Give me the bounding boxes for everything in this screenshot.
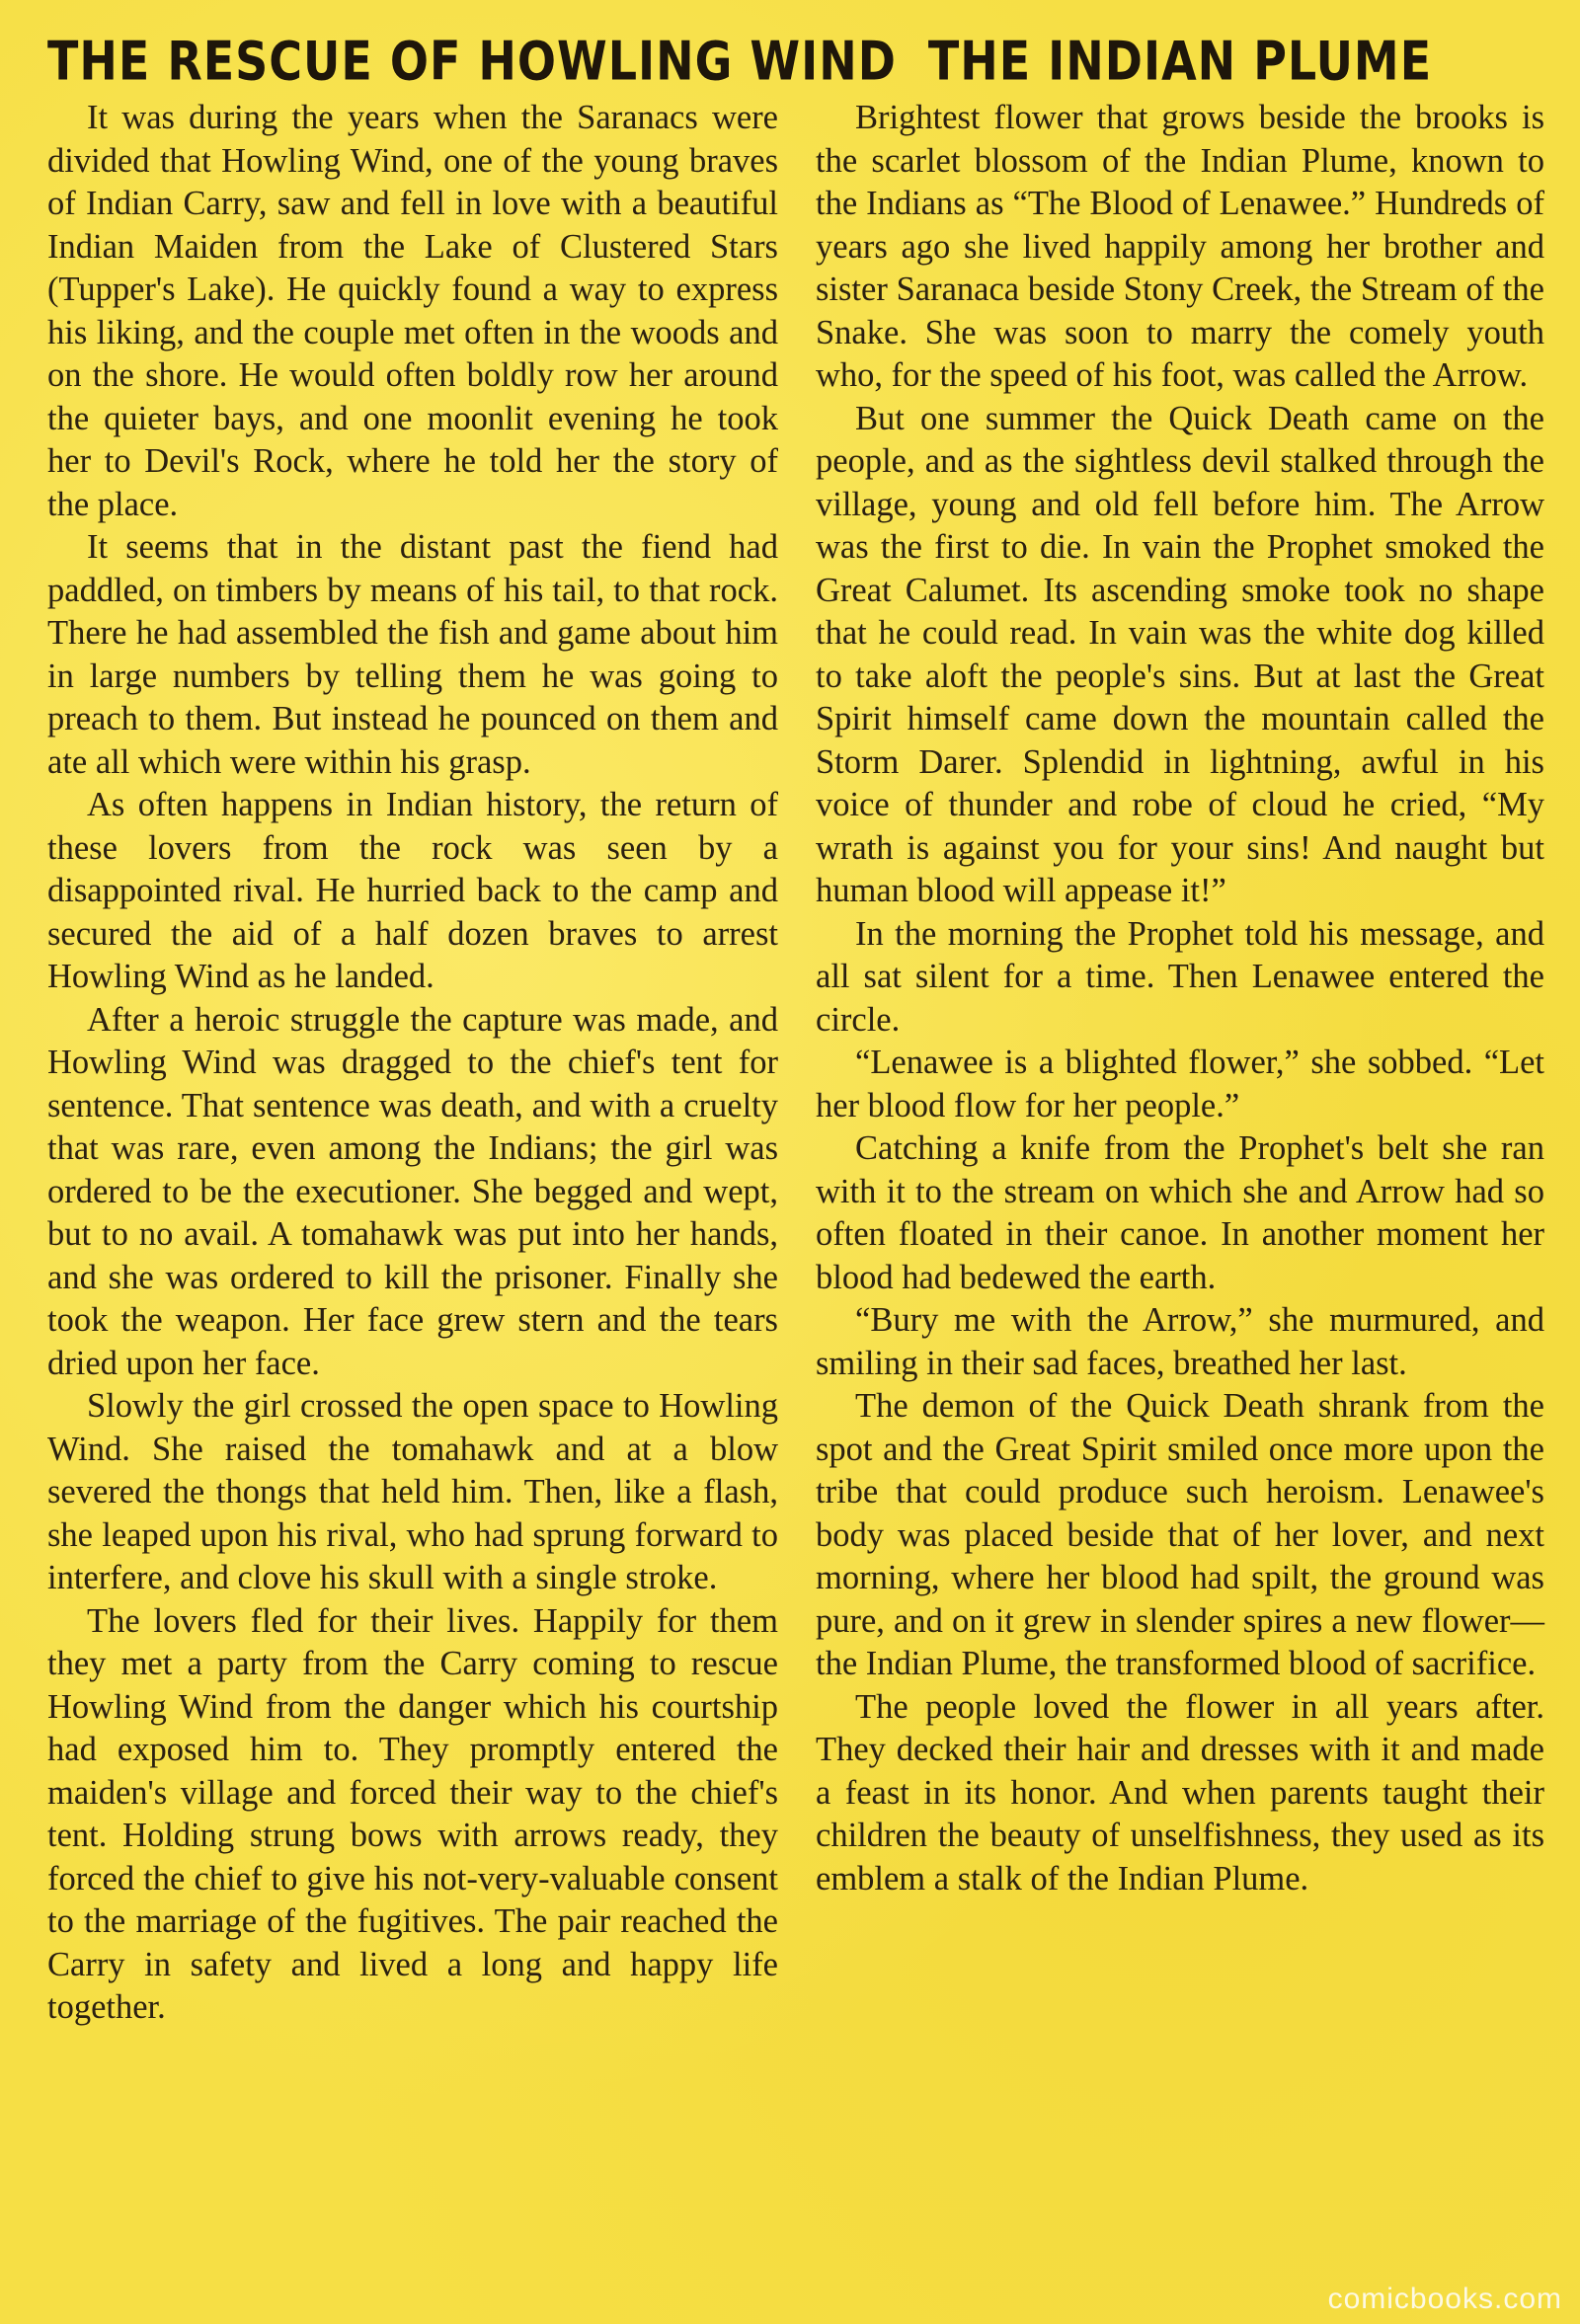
paragraph: Catching a knife from the Prophet's belt she ran with it to the stream on which she and Arrow had so often floated in their canoe. In another moment her blood had bedewed the earth. xyxy=(816,1129,1544,1296)
paragraph: “Lenawee is a blighted flower,” she sobbed. “Let her blood flow for her people.” xyxy=(816,1044,1544,1124)
story-title-right: THE INDIAN PLUME xyxy=(927,30,1433,93)
paragraph: The lovers fled for their lives. Happily for them they met a party from the Carry coming to rescue Howling Wind from the danger which his courtship had exposed him to. They promptly entered the maiden's village and forced their way to the chief's tent. Holding strung bows with arrows ready, they forced the chief to give his not-very-valuable consent to the marriage of the fugitives. The pair reached the Carry in safety and lived a long and happy life together. xyxy=(47,1601,778,2026)
paragraph: But one summer the Quick Death came on the people, and as the sightless devil stalked through the village, young and old fell before him. The Arrow was the first to die. In vain the Prophet smoked the Great Calumet. Its ascending smoke took no shape that he could read. In vain was the white dog killed to take aloft the people's sins. But at last the Great Spirit himself came down the mountain called the Storm Darer. Splendid in lightning, awful in his voice of thunder and robe of cloud he cried, “My wrath is against you for your sins! And naught but human blood will appease it!” xyxy=(816,399,1544,909)
paragraph: Brightest flower that grows beside the brooks is the scarlet blossom of the Indian Plume, known to the Indians as “The Blood of Lenawee.” Hundreds of years ago she lived happily among her brother and sister Saranaca beside Stony Creek, the Stream of the Snake. She was soon to marry the comely youth who, for the speed of his foot, was called the Arrow. xyxy=(816,99,1544,394)
paragraph: Slowly the girl crossed the open space to Howling Wind. She raised the tomahawk and at a blow severed the thongs that held him. Then, like a flash, she leaped upon his rival, who had sprung forward to interfere, and clove his skull with a single stroke. xyxy=(47,1387,778,1596)
paragraph: The demon of the Quick Death shrank from the spot and the Great Spirit smiled once more upon the tribe that could produce such heroism. Lenawee's body was placed beside that of her lover, and next morning, where her blood had spilt, the ground was pure, and on it grew in slender spires a new flower—the Indian Plume, the transformed blood of sacrifice. xyxy=(816,1387,1544,1682)
story-column-left xyxy=(47,30,897,2030)
paragraph: As often happens in Indian history, the return of these lovers from the rock was seen by a disappointed rival. He hurried back to the camp and secured the aid of a half dozen braves to arrest Howling Wind as he landed. xyxy=(47,786,778,995)
story-column-right xyxy=(816,30,1544,1900)
story-title-left: THE RESCUE OF HOWLING WIND xyxy=(47,30,897,93)
paragraph: The people loved the flower in all years after. They decked their hair and dresses with it and made a feast in its honor. And when parents taught their children the beauty of unselfishness, they used as its emblem a stalk of the Indian Plume. xyxy=(816,1687,1544,1898)
paragraph: “Bury me with the Arrow,” she murmured, and smiling in their sad faces, breathed her last. xyxy=(816,1301,1544,1382)
paragraph: After a heroic struggle the capture was made, and Howling Wind was dragged to the chief's tent for sentence. That sentence was death, and with a cruelty that was rare, even among the Indians; the girl was ordered to be the executioner. She begged and wept, but to no avail. A tomahawk was put into her hands, and she was ordered to kill the prisoner. Finally she took the weapon. Her face grew stern and the tears dried upon her face. xyxy=(47,1000,778,1382)
paragraph: It seems that in the distant past the fiend had paddled, on timbers by means of his tail, to that rock. There he had assembled the fish and game about him in large numbers by telling them he was going to preach to them. But instead he pounced on them and ate all which were within his grasp. xyxy=(47,528,778,781)
paragraph: In the morning the Prophet told his message, and all sat silent for a time. Then Lenawee entered the circle. xyxy=(816,914,1544,1039)
site-watermark: comicbooks.com xyxy=(1327,2283,1562,2315)
paragraph: It was during the years when the Saranacs were divided that Howling Wind, one of the young braves of Indian Carry, saw and fell in love with a beautiful Indian Maiden from the Lake of Clustered Stars (Tupper's Lake). He quickly found a way to express his liking, and the couple met often in the woods and on the shore. He would often boldly row her around the quieter bays, and one moonlit evening he took her to Devil's Rock, where he told her the story of the place. xyxy=(47,99,778,523)
